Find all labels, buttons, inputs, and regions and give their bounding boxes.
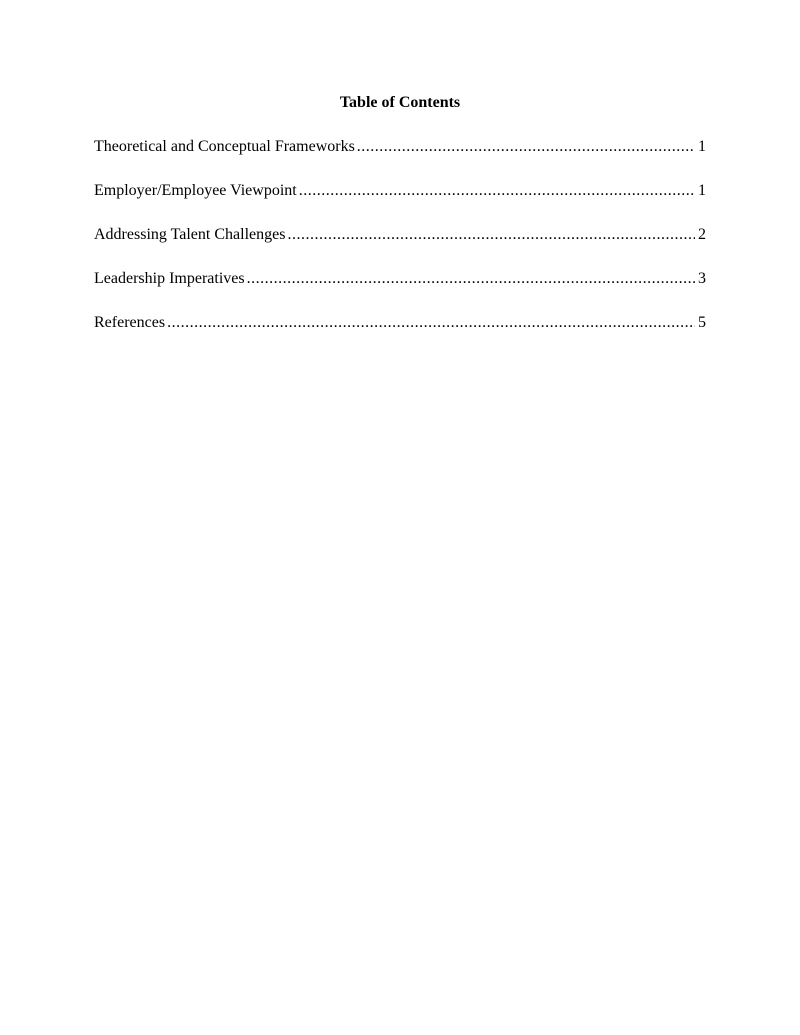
toc-entry-label: Addressing Talent Challenges: [94, 226, 286, 243]
toc-dot-leader: [167, 313, 695, 333]
toc-entry-references[interactable]: [94, 313, 706, 357]
toc-entry-page-number: 1: [698, 138, 706, 155]
toc-list: [94, 137, 706, 357]
toc-entry-label: Employer/Employee Viewpoint: [94, 182, 297, 199]
toc-entry-addressing-talent-challenges[interactable]: [94, 225, 706, 269]
toc-title: Table of Contents: [339, 94, 461, 111]
toc-entry-page-number: 3: [698, 270, 706, 287]
toc-entry-theoretical-frameworks[interactable]: [94, 137, 706, 181]
toc-entry-page-number: 2: [698, 226, 706, 243]
toc-entry-employer-employee-viewpoint[interactable]: [94, 181, 706, 225]
toc-dot-leader: [357, 137, 695, 157]
toc-dot-leader: [287, 225, 695, 245]
toc-entry-label: Leadership Imperatives: [94, 270, 245, 287]
toc-dot-leader: [247, 269, 695, 289]
toc-entry-label: References: [94, 314, 166, 331]
toc-dot-leader: [299, 181, 695, 201]
toc-entry-leadership-imperatives[interactable]: [94, 269, 706, 313]
toc-entry-label: Theoretical and Conceptual Frameworks: [94, 138, 355, 155]
toc-entry-page-number: 5: [698, 314, 706, 331]
toc-entry-page-number: 1: [698, 182, 706, 199]
